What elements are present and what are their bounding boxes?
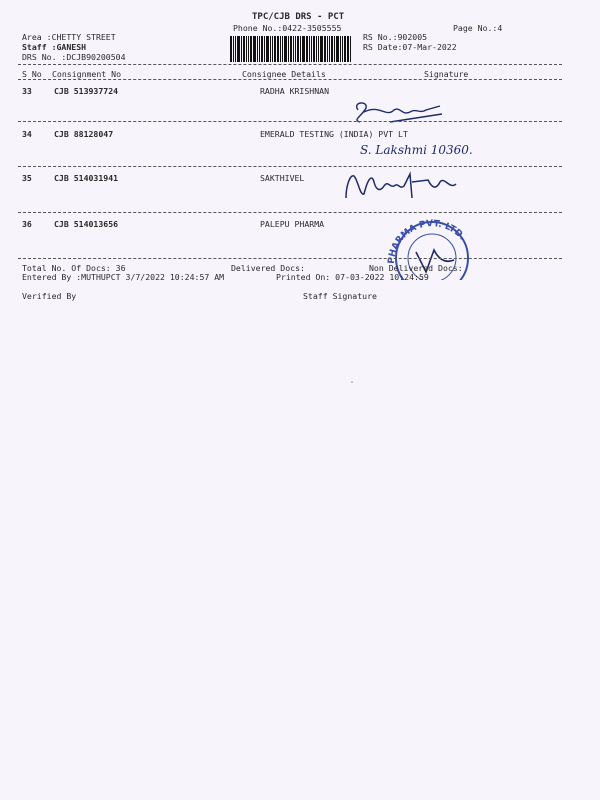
row-consignee: EMERALD TESTING (INDIA) PVT LT <box>260 129 408 139</box>
barcode-bar <box>316 36 317 62</box>
staff-signature-label: Staff Signature <box>303 291 377 301</box>
row-consignment: CJB 88128047 <box>54 129 114 139</box>
drs-number: DRS No. :DCJB90200504 <box>22 52 126 62</box>
barcode-bar <box>295 36 296 62</box>
barcode-bar <box>261 36 263 62</box>
phone-number: Phone No.:0422-3505555 <box>233 23 342 33</box>
barcode-bar <box>302 36 305 62</box>
barcode-bar <box>248 36 249 62</box>
barcode-bar <box>313 36 315 62</box>
printed-on: Printed On: 07-03-2022 10:24:59 <box>276 272 429 282</box>
barcode-bar <box>331 36 333 62</box>
barcode-bar <box>264 36 265 62</box>
barcode-bar <box>318 36 319 62</box>
row-consignment: CJB 514031941 <box>54 173 119 183</box>
row-consignee: RADHA KRISHNAN <box>260 86 330 96</box>
barcode-bar <box>230 36 232 62</box>
delivered-docs: Delivered Docs: <box>231 263 305 273</box>
non-delivered-docs: Non Delivered Docs: <box>369 263 463 273</box>
barcode-bar <box>243 36 245 62</box>
barcode-bar <box>300 36 301 62</box>
barcode-bar <box>257 36 258 62</box>
barcode-bar <box>329 36 330 62</box>
row-consignment: CJB 513937724 <box>54 86 119 96</box>
barcode-bar <box>336 36 339 62</box>
rs-number: RS No.:902005 <box>363 32 428 42</box>
entered-by: Entered By :MUTHUPCT 3/7/2022 10:24:57 AM <box>22 272 225 282</box>
verified-by-label: Verified By <box>22 291 77 301</box>
area-label: Area :CHETTY STREET <box>22 32 116 42</box>
barcode-bar <box>272 36 273 62</box>
divider <box>18 212 562 213</box>
barcode-bar <box>266 36 269 62</box>
barcode-bar <box>270 36 271 62</box>
barcode-bar <box>280 36 281 62</box>
barcode-bar <box>277 36 279 62</box>
page-number: Page No.:4 <box>453 23 503 33</box>
divider <box>18 121 562 122</box>
rs-date: RS Date:07-Mar-2022 <box>363 42 457 52</box>
paper-speck <box>351 381 353 383</box>
barcode-bar <box>250 36 252 62</box>
handwritten-note: S. Lakshmi 10360. <box>360 143 473 157</box>
barcode-bar <box>235 36 236 62</box>
barcode-bar <box>241 36 242 62</box>
barcode-bar <box>288 36 289 62</box>
barcode-bar <box>297 36 299 62</box>
signature-image <box>350 98 450 128</box>
row-sno: 34 <box>22 129 32 139</box>
barcode-bar <box>334 36 335 62</box>
total-docs: Total No. Of Docs: 36 <box>22 263 126 273</box>
barcode-bar <box>311 36 312 62</box>
divider <box>18 79 562 80</box>
row-sno: 33 <box>22 86 32 96</box>
barcode-bar <box>282 36 283 62</box>
barcode-bar <box>344 36 346 62</box>
staff-label: Staff :GANESH <box>22 42 87 52</box>
barcode-bar <box>259 36 260 62</box>
barcode-bar <box>274 36 276 62</box>
barcode-bar <box>306 36 308 62</box>
row-sno: 35 <box>22 173 32 183</box>
column-header-consignment: Consignment No <box>52 69 122 79</box>
barcode-bar <box>237 36 240 62</box>
row-sno: 36 <box>22 219 32 229</box>
divider <box>18 64 562 65</box>
barcode-bar <box>342 36 343 62</box>
barcode-bar <box>320 36 323 62</box>
divider <box>18 166 562 167</box>
column-header-consignee: Consignee Details <box>242 69 326 79</box>
divider <box>18 258 562 259</box>
barcode-bar <box>350 36 351 62</box>
row-consignee: PALEPU PHARMA <box>260 219 325 229</box>
barcode-bar <box>293 36 294 62</box>
row-consignee: SAKTHIVEL <box>260 173 305 183</box>
barcode-bar <box>347 36 349 62</box>
column-header-signature: Signature <box>424 69 469 79</box>
barcode-bar <box>324 36 326 62</box>
signature-image <box>340 168 470 208</box>
barcode-bar <box>233 36 234 62</box>
barcode-bar <box>309 36 310 62</box>
row-consignment: CJB 514013656 <box>54 219 119 229</box>
barcode-bar <box>327 36 328 62</box>
document-title: TPC/CJB DRS - PCT <box>252 12 345 22</box>
barcode-bar <box>284 36 287 62</box>
svg-text:PHARMA PVT. LTD.: PHARMA PVT. LTD. <box>386 219 467 265</box>
barcode-bar <box>253 36 256 62</box>
barcode-bar <box>290 36 292 62</box>
column-header-sno: S No <box>22 69 42 79</box>
barcode-bar <box>340 36 341 62</box>
barcode-bar <box>246 36 247 62</box>
barcode <box>230 36 356 62</box>
